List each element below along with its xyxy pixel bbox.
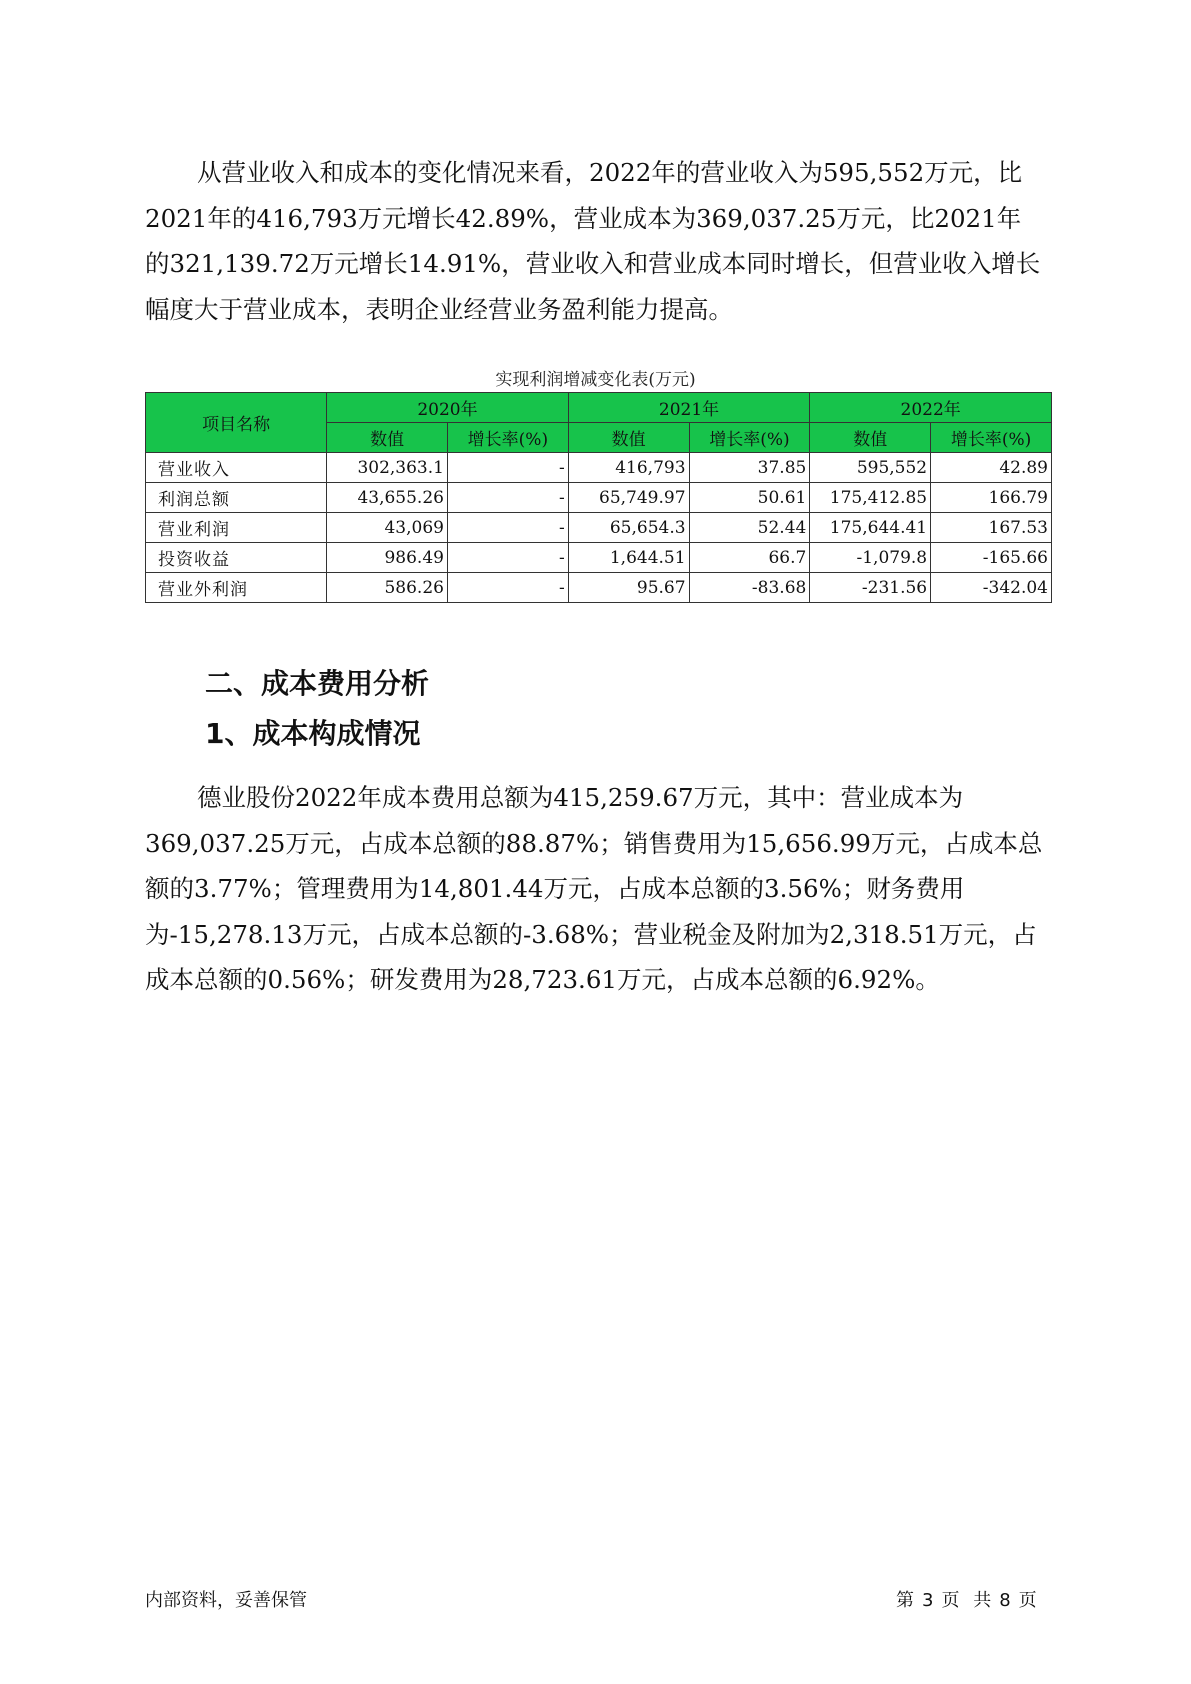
header-value: 数值 [327,423,448,453]
cell-value-2020: 43,655.26 [327,483,448,513]
table-caption: 实现利润增减变化表(万元) [495,370,696,390]
footer-page-number [892,1586,1041,1612]
profit-change-table [145,392,1052,603]
paragraph-cost-composition [145,775,1045,1003]
section-heading: 二、成本费用分析 [205,667,430,700]
header-item-name: 项目名称 [146,393,327,453]
header-year-2020: 2020年 [327,393,569,423]
row-name: 利润总额 [146,483,327,513]
row-name: 营业外利润 [146,573,327,603]
cell-value-2021: 95.67 [568,573,689,603]
cell-rate-2021: 52.44 [689,513,810,543]
paragraph-revenue-cost [145,150,1045,332]
page-prefix: 第 [896,1590,914,1611]
cell-value-2022: 175,412.85 [810,483,931,513]
cell-value-2022: -1,079.8 [810,543,931,573]
header-rate: 增长率(%) [447,423,568,453]
header-value: 数值 [568,423,689,453]
cell-rate-2022: 167.53 [931,513,1052,543]
cell-value-2022: 175,644.41 [810,513,931,543]
cell-rate-2021: 37.85 [689,453,810,483]
cell-rate-2022: 42.89 [931,453,1052,483]
cell-value-2021: 65,749.97 [568,483,689,513]
table-row [146,513,1052,543]
cell-rate-2021: 66.7 [689,543,810,573]
row-name: 营业收入 [146,453,327,483]
table-row [146,483,1052,513]
cell-value-2020: 986.49 [327,543,448,573]
page-mid: 页 [941,1590,960,1611]
row-name: 营业利润 [146,513,327,543]
header-value: 数值 [810,423,931,453]
footer-confidential-note: 内部资料，妥善保管 [145,1590,307,1611]
cell-value-2022: 595,552 [810,453,931,483]
cell-value-2021: 416,793 [568,453,689,483]
table-row [146,543,1052,573]
cell-value-2021: 1,644.51 [568,543,689,573]
cell-rate-2020: - [447,453,568,483]
cell-value-2021: 65,654.3 [568,513,689,543]
cell-rate-2022: 166.79 [931,483,1052,513]
subsection-heading: 1、成本构成情况 [205,717,421,750]
header-rate: 增长率(%) [689,423,810,453]
table-row [146,573,1052,603]
cell-rate-2022: -342.04 [931,573,1052,603]
cell-value-2020: 586.26 [327,573,448,603]
page-total: 8 [999,1590,1011,1611]
cell-rate-2020: - [447,483,568,513]
cell-rate-2020: - [447,543,568,573]
row-name: 投资收益 [146,543,327,573]
page-suffix: 页 [1018,1590,1037,1611]
cell-rate-2021: 50.61 [689,483,810,513]
cell-rate-2022: -165.66 [931,543,1052,573]
page-current: 3 [922,1590,934,1611]
paragraph-cost-composition-text: 德业股份2022年成本费用总额为415,259.67万元，其中：营业成本为369,037.25万元，占成本总额的88.87%；销售费用为15,656.99万元，占成本总额的3.77%；管理费用为14,801.44万元，占成本总额的3.56%；财务费用为-15,278.13万元，占成本总额的-3.68%；营业税金及附加为2,318.51万元，占成本总额的0.56%；研发费用为28,723.61万元，占成本总额的6.92%。 [145,783,1043,994]
table-row [146,453,1052,483]
total-prefix: 共 [973,1590,992,1611]
cell-rate-2020: - [447,513,568,543]
cell-value-2020: 302,363.1 [327,453,448,483]
header-year-2022: 2022年 [810,393,1052,423]
cell-value-2022: -231.56 [810,573,931,603]
header-rate: 增长率(%) [931,423,1052,453]
cell-rate-2021: -83.68 [689,573,810,603]
paragraph-revenue-cost-text: 从营业收入和成本的变化情况来看，2022年的营业收入为595,552万元，比2021年的416,793万元增长42.89%，营业成本为369,037.25万元，比2021年的321,139.72万元增长14.91%，营业收入和营业成本同时增长，但营业收入增长幅度大于营业成本，表明企业经营业务盈利能力提高。 [145,158,1041,324]
cell-rate-2020: - [447,573,568,603]
header-year-2021: 2021年 [568,393,810,423]
cell-value-2020: 43,069 [327,513,448,543]
